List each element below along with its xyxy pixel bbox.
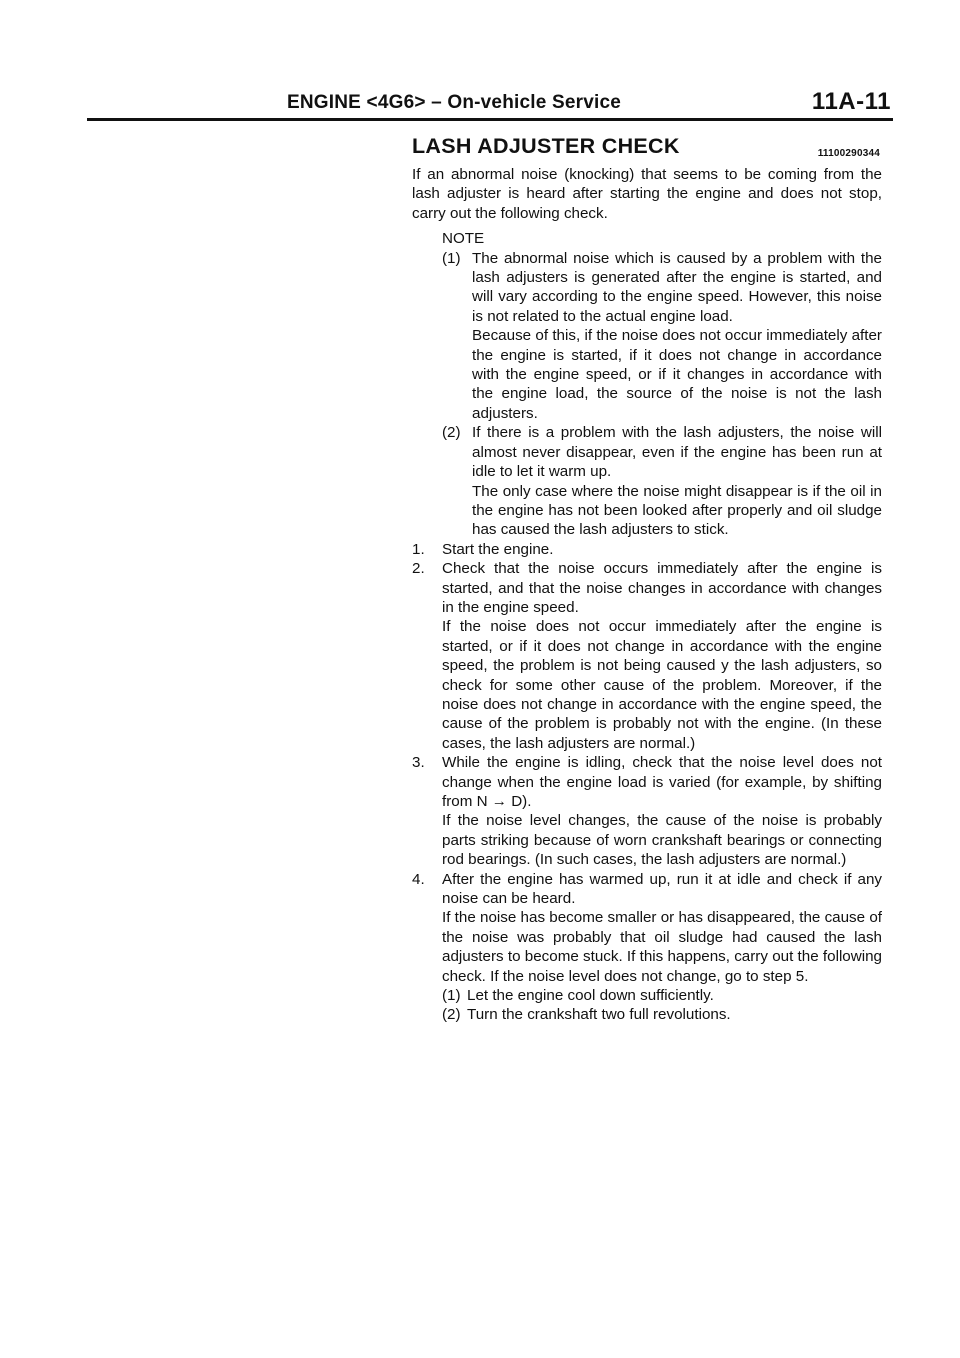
main-content — [412, 135, 882, 1025]
note-label: NOTE — [442, 230, 485, 248]
step-paragraph: Start the engine. — [442, 540, 554, 558]
section-title: LASH ADJUSTER CHECK — [412, 134, 680, 158]
section-heading — [412, 135, 882, 165]
note-item-number: (2) — [442, 424, 461, 442]
step-item — [412, 559, 882, 753]
step-body — [442, 753, 882, 869]
step-item — [412, 753, 882, 869]
step-number: 4. — [412, 870, 425, 888]
page-header — [87, 88, 893, 120]
step-paragraph: If the noise level changes, the cause of the noise is probably parts striking because of worn crankshaft bearings or connecting rod bearings. (In such cases, the lash adjusters are normal.) — [442, 812, 882, 869]
header-title: ENGINE <4G6> – On-vehicle Service — [287, 92, 621, 113]
step-number: 3. — [412, 754, 425, 772]
header-rule — [87, 118, 893, 121]
step-item — [412, 870, 882, 1025]
step-item — [412, 540, 882, 559]
substep-number: (1) — [442, 987, 461, 1005]
note-block — [442, 229, 882, 540]
intro-paragraph: If an abnormal noise (knocking) that seems to be coming from the lash adjuster is heard after starting the engine and does not stop, carry out the following check. — [412, 166, 882, 222]
note-paragraph: Because of this, if the noise does not occur immediately after the engine is started, if it does not change in accordance with the engine speed, or if it changes in accordance with the engine load, the source of the noise is not the lash adjusters. — [472, 327, 882, 422]
note-item — [442, 423, 882, 539]
step-body — [442, 540, 882, 559]
note-paragraph: The abnormal noise which is caused by a problem with the lash adjusters is generated after the engine is started, and will vary according to the engine speed. However, this noise is not related to the actual engine load. — [472, 249, 882, 325]
substep-item — [442, 1005, 882, 1024]
step-paragraph: While the engine is idling, check that the noise level does not change when the engine load is varied (for example, by shifting from N → D). — [442, 754, 882, 810]
substep-item — [442, 986, 882, 1005]
substep-number: (2) — [442, 1006, 461, 1024]
steps-list — [412, 540, 882, 1025]
note-item-body — [472, 423, 882, 539]
substeps-list — [442, 986, 882, 1025]
step-paragraph: If the noise does not occur immediately after the engine is started, or if it does not change in accordance with the engine speed, the problem is not being caused y the lash adjusters, so check for some other cause of the problem. Moreover, if the noise does not change in accordance with the engine speed, the cause of the problem is probably not with the engine. (In these cases, the lash adjusters are normal.) — [442, 618, 882, 752]
section-code: 11100290344 — [817, 148, 880, 159]
step-paragraph: If the noise has become smaller or has disappeared, the cause of the noise was probably that oil sludge had caused the lash adjusters to become stuck. If this happens, carry out the following check. If the noise level does not change, go to step 5. — [442, 909, 882, 985]
step-paragraph: Check that the noise occurs immediately after the engine is started, and that the noise changes in accordance with changes in the engine speed. — [442, 560, 882, 616]
substep-text: Let the engine cool down sufficiently. — [467, 987, 714, 1005]
note-paragraph: If there is a problem with the lash adjusters, the noise will almost never disappear, even if the engine has been run at idle to let it warm up. — [472, 424, 882, 481]
page-number: 11A-11 — [811, 88, 891, 115]
note-item-body — [472, 249, 882, 424]
step-paragraph: After the engine has warmed up, run it at idle and check if any noise can be heard. — [442, 870, 882, 908]
substep-text: Turn the crankshaft two full revolutions. — [467, 1006, 731, 1024]
step-number: 2. — [412, 560, 425, 578]
note-paragraph: The only case where the noise might disappear is if the oil in the engine has not been looked after properly and oil sludge has caused the lash adjusters to stick. — [472, 482, 882, 539]
step-body — [442, 559, 882, 753]
note-item-number: (1) — [442, 249, 461, 267]
step-body — [442, 870, 882, 1025]
note-item — [442, 249, 882, 424]
step-number: 1. — [412, 540, 425, 558]
